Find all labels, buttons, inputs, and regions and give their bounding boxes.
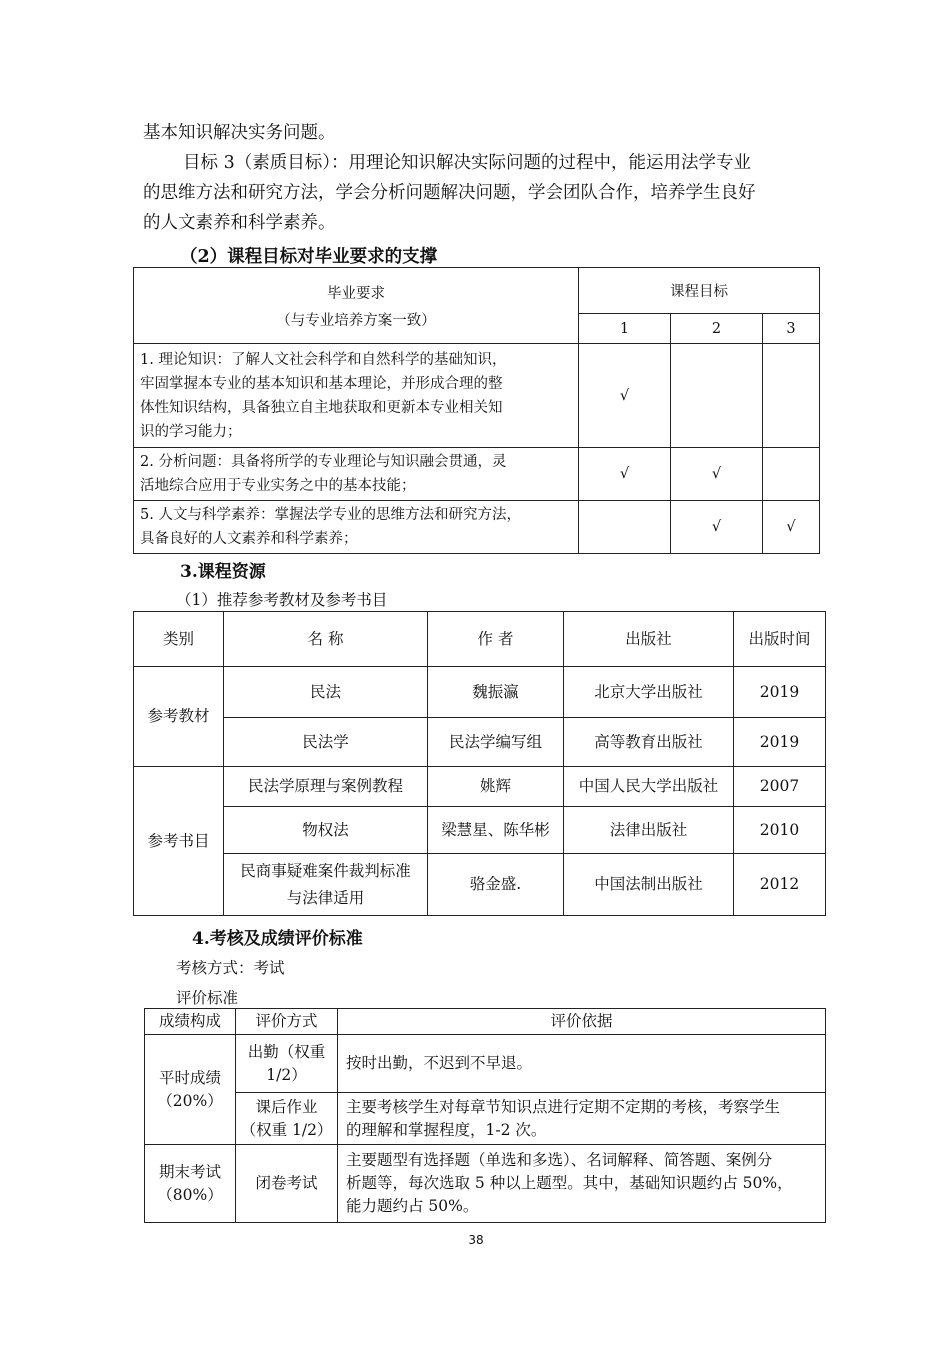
book-year: 2019 — [734, 718, 826, 767]
table-row — [134, 501, 820, 554]
book-name: 民商事疑难案件裁判标准 与法律适用 — [224, 854, 428, 916]
table-row — [134, 344, 820, 448]
homework-basis: 主要考核学生对每章节知识点进行定期不定期的考核，考察学生 的理解和掌握程度，1-2 次。 — [338, 1093, 826, 1145]
col-header-category: 类别 — [134, 612, 224, 667]
check-mark: √ — [671, 501, 763, 554]
check-mark: √ — [579, 448, 671, 501]
check-mark: √ — [763, 501, 820, 554]
book-name: 物权法 — [224, 807, 428, 854]
book-name: 民法学 — [224, 718, 428, 767]
col-header-method: 评价方式 — [236, 1009, 338, 1035]
usual-score-cell: 平时成绩 （20%） — [145, 1035, 236, 1145]
assessment-method: 考核方式：考试 — [176, 959, 285, 977]
check-mark — [763, 344, 820, 448]
requirement-cell: 2. 分析问题：具备将所学的专业理论与知识融会贯通，灵 活地综合应用于专业实务之中的基本技能； — [134, 448, 579, 501]
resources-subheading: （1）推荐参考教材及参考书目 — [176, 591, 388, 609]
requirement-cell: 1. 理论知识：了解人文社会科学和自然科学的基础知识， 牢固掌握本专业的基本知识和基本理论，并形成合理的整 体性知识结构，具备独立自主地获取和更新本专业相关知 识的学习能力； — [134, 344, 579, 448]
resources-heading: 3.课程资源 — [180, 562, 266, 582]
assessment-table — [144, 1008, 826, 1223]
attendance-method: 出勤（权重 1/2） — [236, 1035, 338, 1093]
page-number: 38 — [468, 1233, 484, 1247]
criteria-label: 评价标准 — [176, 989, 239, 1007]
check-mark: √ — [579, 344, 671, 448]
goal3-line: 目标 3（素质目标）：用理论知识解决实际问题的过程中，能运用法学专业 — [183, 153, 751, 173]
book-author: 姚辉 — [428, 767, 564, 807]
final-exam-basis: 主要题型有选择题（单选和多选）、名词解释、简答题、案例分 析题等，每次选取 5 种以上题型。其中，基础知识题约占 50%， 能力题约占 50%。 — [338, 1145, 826, 1223]
book-year: 2012 — [734, 854, 826, 916]
requirement-cell: 5. 人文与科学素养：掌握法学专业的思维方法和研究方法， 具备良好的人文素养和科学素养； — [134, 501, 579, 554]
goal3-line: 的思维方法和研究方法，学会分析问题解决问题，学会团队合作，培养学生良好 — [143, 183, 756, 203]
col-header-composition: 成绩构成 — [145, 1009, 236, 1035]
goal3-line: 的人文素养和科学素养。 — [143, 213, 336, 233]
category-cell: 参考书目 — [134, 767, 224, 916]
book-year: 2010 — [734, 807, 826, 854]
book-year: 2019 — [734, 667, 826, 718]
table-row — [134, 667, 826, 718]
table-row — [134, 854, 826, 916]
assessment-heading: 4.考核及成绩评价标准 — [192, 929, 363, 949]
book-name: 民法学原理与案例教程 — [224, 767, 428, 807]
intro-line: 基本知识解决实务问题。 — [143, 123, 336, 143]
homework-method: 课后作业 （权重 1/2） — [236, 1093, 338, 1145]
book-name: 民法 — [224, 667, 428, 718]
check-mark — [579, 501, 671, 554]
support-table — [133, 267, 820, 554]
check-mark: √ — [671, 448, 763, 501]
intro-paragraph — [143, 118, 813, 238]
check-mark — [763, 448, 820, 501]
table-row — [134, 767, 826, 807]
support-header-requirement: 毕业要求 （与专业培养方案一致） — [134, 268, 579, 344]
book-publisher: 北京大学出版社 — [564, 667, 734, 718]
final-exam-cell: 期末考试 （80%） — [145, 1145, 236, 1223]
book-author: 梁慧星、陈华彬 — [428, 807, 564, 854]
support-heading: （2）课程目标对毕业要求的支撑 — [180, 247, 438, 267]
attendance-basis: 按时出勤，不迟到不早退。 — [338, 1035, 826, 1093]
check-mark — [671, 344, 763, 448]
book-publisher: 高等教育出版社 — [564, 718, 734, 767]
book-author: 民法学编写组 — [428, 718, 564, 767]
goal-col-1: 1 — [579, 314, 671, 344]
table-row — [134, 448, 820, 501]
book-publisher: 法律出版社 — [564, 807, 734, 854]
col-header-publisher: 出版社 — [564, 612, 734, 667]
col-header-name: 名 称 — [224, 612, 428, 667]
col-header-author: 作 者 — [428, 612, 564, 667]
table-row — [145, 1093, 826, 1145]
book-author: 魏振瀛 — [428, 667, 564, 718]
book-author: 骆金盛. — [428, 854, 564, 916]
table-row — [145, 1035, 826, 1093]
book-year: 2007 — [734, 767, 826, 807]
table-row — [145, 1145, 826, 1223]
goal-col-2: 2 — [671, 314, 763, 344]
support-header-goals: 课程目标 — [579, 268, 820, 314]
resources-table — [133, 611, 826, 916]
col-header-basis: 评价依据 — [338, 1009, 826, 1035]
table-row — [134, 807, 826, 854]
book-publisher: 中国人民大学出版社 — [564, 767, 734, 807]
table-row — [134, 718, 826, 767]
col-header-year: 出版时间 — [734, 612, 826, 667]
book-publisher: 中国法制出版社 — [564, 854, 734, 916]
category-cell: 参考教材 — [134, 667, 224, 767]
goal-col-3: 3 — [763, 314, 820, 344]
final-exam-method: 闭卷考试 — [236, 1145, 338, 1223]
